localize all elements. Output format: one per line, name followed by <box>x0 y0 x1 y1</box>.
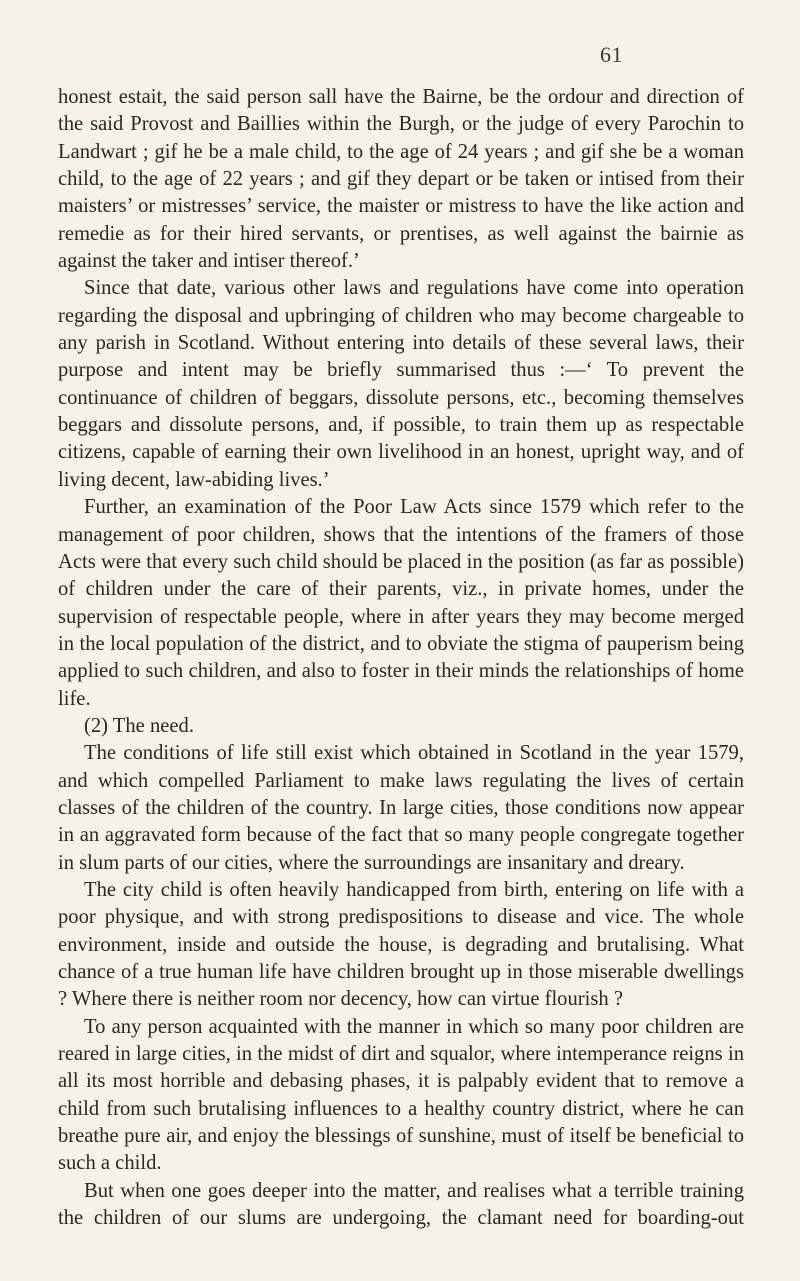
paragraph-conditions-of-life: The conditions of life still exist which obtained in Scotland in the year 1579, and which compelled Parliament to make laws regulating the lives of certain classes of the children of the country. In large cities, those conditions now appear in an aggravated form because of the fact that so many people congregate together in slum parts of our cities, where the surroundings are insanitary and dreary. <box>58 742 744 874</box>
body-text <box>58 84 744 1232</box>
paragraph-poor-law-acts: Further, an examination of the Poor Law Acts since 1579 which refer to the management of poor children, shows that the intentions of the framers of those Acts were that every such child should be placed in the position (as far as possible) of children under the care of their parents, viz., in private homes, under the supervision of respectable people, where in after years they may become merged in the local population of the district, and to obviate the stigma of pauperism being applied to such children, and also to foster in their minds the relationships of home life. <box>58 496 744 710</box>
paragraph-boarding-out-need: But when one goes deeper into the matter, and realises what a terrible training the children of our slums are undergoing, the clamant need for boarding-out <box>58 1179 744 1230</box>
paragraph-remove-child: To any person acquainted with the manner in which so many poor children are reared in large cities, in the midst of dirt and squalor, where intemperance reigns in all its most horrible and debasing phases, it is palpably evident that to remove a child from such brutalising influences to a healthy country district, where he can breathe pure air, and enjoy the blessings of sunshine, must of itself be beneficial to such a child. <box>58 1015 744 1175</box>
paragraph-later-laws: Since that date, various other laws and regulations have come into operation regarding the disposal and upbringing of children who may become chargeable to any parish in Scotland. Without entering into details of these several laws, their purpose and intent may be briefly summarised thus :—‘ To prevent the continuance of children of beggars, dissolute persons, etc., becoming themselves beggars and dissolute persons, and, if possible, to train them up as respectable citizens, capable of earning their own livelihood in an honest, upright way, and of living decent, law-abiding lives.’ <box>58 277 744 491</box>
paragraph-city-child: The city child is often heavily handicapped from birth, entering on life with a poor physique, and with strong predispositions to disease and vice. The whole environment, inside and outside the house, is degrading and brutalising. What chance of a true human life have children brought up in those miserable dwellings ? Where there is neither room nor decency, how can virtue flourish ? <box>58 878 744 1011</box>
page-number: 61 <box>600 42 623 67</box>
paragraph-statute-continuation: honest estait, the said person sall have the Bairne, be the ordour and direction of the said Provost and Baillies within the Burgh, or the judge of every Parochin to Landwart ; gif he be a male child, to the age of 24 years ; and gif she be a woman child, to the age of 22 years ; and gif they depart or be taken or intised from their maisters’ or mistresses’ service, the maister or mistress to have the like action and remedie as for their hired servants, or prentises, as well against the bairnie as against the taker and intiser thereof.’ <box>58 86 744 273</box>
section-heading-the-need: (2) The need. <box>84 714 194 737</box>
